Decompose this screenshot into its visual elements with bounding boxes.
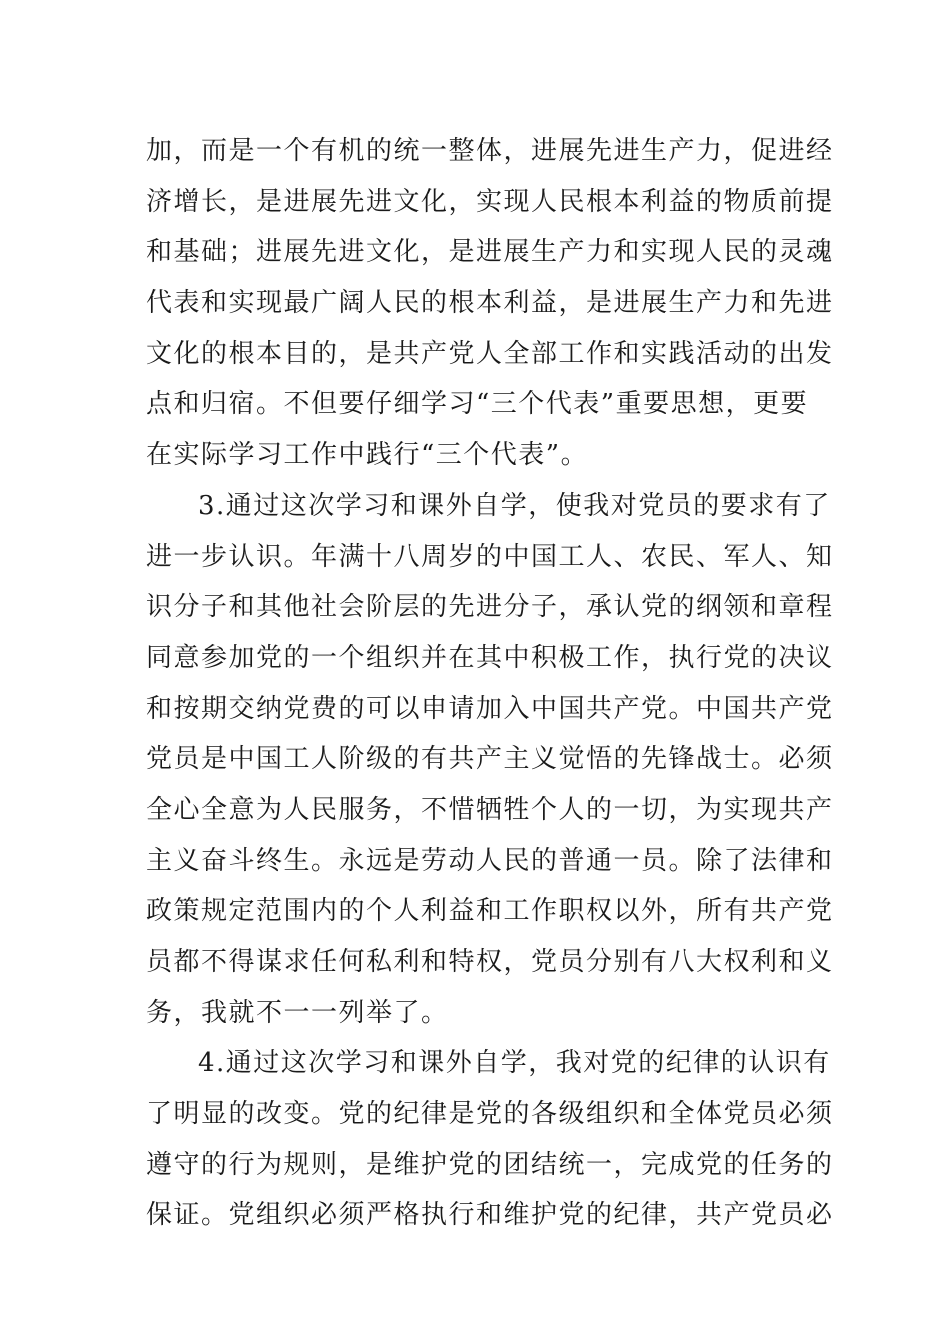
text-line: 加，而是一个有机的统一整体，进展先进生产力，促进经	[146, 136, 834, 166]
text-line: 党员是中国工人阶级的有共产主义觉悟的先锋战士。必须	[146, 744, 834, 775]
text-line: 同意参加党的一个组织并在其中积极工作，执行党的决议	[146, 642, 834, 673]
text-line: 务，我就不一一列举了。	[146, 997, 449, 1028]
text-line: 保证。党组织必须严格执行和维护党的纪律，共产党员必	[146, 1200, 834, 1231]
text-line: 在实际学习工作中践行“三个代表”。	[146, 440, 589, 471]
text-line: 主义奋斗终生。永远是劳动人民的普通一员。除了法律和	[146, 845, 834, 876]
text-line: 员都不得谋求任何私利和特权，党员分别有八大权利和义	[146, 947, 834, 977]
text-line: 代表和实现最广阔人民的根本利益，是进展生产力和先进	[146, 288, 834, 319]
document-body	[146, 126, 834, 1241]
text-line: 济增长，是进展先进文化，实现人民根本利益的物质前提	[146, 186, 834, 217]
text-line: 点和归宿。不但要仔细学习“三个代表”重要思想，更要	[146, 389, 809, 420]
text-line: 了明显的改变。党的纪律是党的各级组织和全体党员必须	[146, 1099, 834, 1130]
text-line: 进一步认识。年满十八周岁的中国工人、农民、军人、知	[146, 541, 834, 572]
text-line: 政策规定范围内的个人利益和工作职权以外，所有共产党	[146, 896, 834, 927]
text-line: 和基础；进展先进文化，是进展生产力和实现人民的灵魂	[146, 237, 834, 268]
paragraph-first-line: 4.通过这次学习和课外自学，我对党的纪律的认识有	[198, 1048, 831, 1079]
paragraph-first-line: 3.通过这次学习和课外自学，使我对党员的要求有了	[198, 490, 831, 521]
text-line: 全心全意为人民服务，不惜牺牲个人的一切，为实现共产	[146, 794, 834, 825]
text-line: 和按期交纳党费的可以申请加入中国共产党。中国共产党	[146, 693, 834, 724]
text-line: 遵守的行为规则，是维护党的团结统一，完成党的任务的	[146, 1149, 834, 1180]
text-line: 文化的根本目的，是共产党人全部工作和实践活动的出发	[146, 338, 834, 369]
text-line: 识分子和其他社会阶层的先进分子，承认党的纲领和章程	[146, 592, 834, 623]
